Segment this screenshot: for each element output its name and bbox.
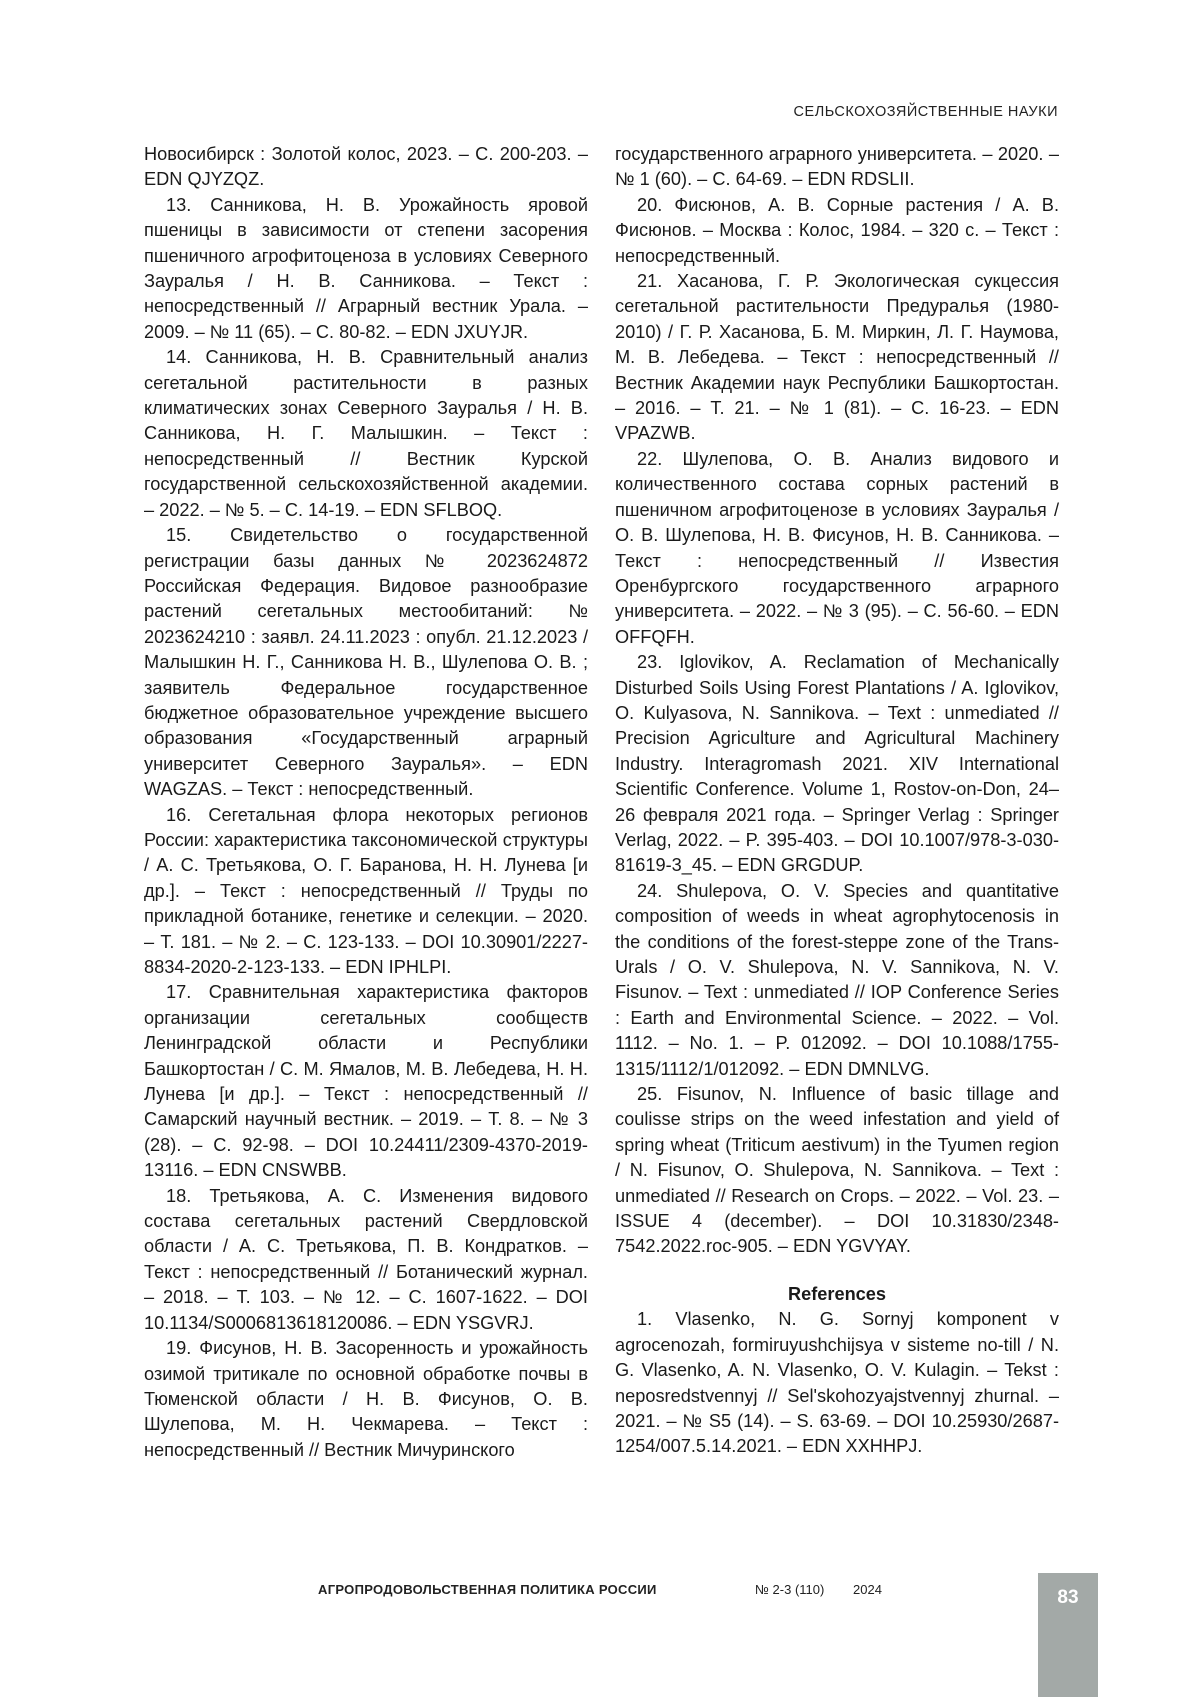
running-head-section: СЕЛЬСКОХОЗЯЙСТВЕННЫЕ НАУКИ <box>793 104 1058 120</box>
page-number: 83 <box>1057 1587 1079 1608</box>
reference-item: 22. Шулепова, О. В. Анализ видового и количественного состава сорных растений в пшеничном агрофитоценозе в условиях Зауралья / О. В. Шулепова, Н. В. Фисунов, Н. В. Санникова. – Текст : непосредственный // Известия Оренбургского государственного аграрного университета. – 2022. – № 3 (95). – С. 56-60. – EDN OFFQFH. <box>615 448 1059 647</box>
reference-item: 1. Vlasenko, N. G. Sornyj komponent v agrocenozah, formiruyushchijsya v sisteme no-till / N. G. Vlasenko, A. N. Vlasenko, O. V. Kulagin. – Tekst : neposredstvennyj // Sel'skohozyajstvennyj zhurnal. – 2021. – № S5 (14). – S. 63-69. – DOI 10.25930/2687-1254/007.5.14.2021. – EDN XXHHPJ. <box>615 1309 1059 1457</box>
reference-item: 21. Хасанова, Г. Р. Экологическая сукцессия сегетальной растительности Предуралья (1980-2010) / Г. Р. Хасанова, Б. М. Миркин, Л. Г. Наумова, М. В. Лебедева. – Текст : непосредственный // Вестник Академии наук Республики Башкортостан. – 2016. – Т. 21. – № 1 (81). – С. 16-23. – EDN VPAZWB. <box>615 271 1059 444</box>
right-column <box>615 142 1059 1460</box>
reference-item: 13. Санникова, Н. В. Урожайность яровой пшеницы в зависимости от степени засорения пшеничного агрофитоценоза в условиях Северного Зауралья / Н. В. Санникова. – Текст : непосредственный // Аграрный вестник Урала. – 2009. – № 11 (65). – С. 80-82. – EDN JXUYJR. <box>144 194 588 342</box>
references-heading: References <box>787 1283 887 1304</box>
issue-number: № 2-3 (110) <box>755 1582 825 1597</box>
reference-item: 15. Свидетельство о государственной регистрации базы данных № 2023624872 Российская Федерация. Видовое разнообразие растений сегетальных местообитаний: № 2023624210 : заявл. 24.11.2023 : опубл. 21.12.2023 / Малышкин Н. Г., Санникова Н. В., Шулепова О. В. ; заявитель Федеральное государственное бюджетное образовательное учреждение высшего образования «Государственный аграрный университет Северного Зауралья». – EDN WAGZAS. – Текст : непосредственный. <box>144 525 588 800</box>
reference-item: 25. Fisunov, N. Influence of basic tillage and coulisse strips on the weed infestation and yield of spring wheat (Triticum aestivum) in the Tyumen region / N. Fisunov, O. Shulepova, N. Sannikova. – Text : unmediated // Research on Crops. – 2022. – Vol. 23. – ISSUE 4 (december). – DOI 10.31830/2348-7542.2022.roc-905. – EDN YGVYAY. <box>615 1084 1059 1257</box>
journal-title: АГРОПРОДОВОЛЬСТВЕННАЯ ПОЛИТИКА РОССИИ <box>318 1582 657 1597</box>
reference-item: 24. Shulepova, O. V. Species and quantitative composition of weeds in wheat agrophytocenosis in the conditions of the forest-steppe zone of the Trans-Urals / O. V. Shulepova, N. V. Sannikova, N. V. Fisunov. – Text : unmediated // IOP Conference Series : Earth and Environmental Science. – 2022. – Vol. 1112. – No. 1. – P. 012092. – DOI 10.1088/1755-1315/1112/1/012092. – EDN DMNLVG. <box>615 880 1059 1079</box>
reference-item: 18. Третьякова, А. С. Изменения видового состава сегетальных растений Свердловской области / А. С. Третьякова, П. В. Кондратков. – Текст : непосредственный // Ботанический журнал. – 2018. – Т. 103. – № 12. – С. 1607-1622. – DOI 10.1134/S0006813618120086. – EDN YSGVRJ. <box>144 1185 588 1333</box>
page-number-tab <box>1038 1573 1098 1697</box>
reference-continuation: Новосибирск : Золотой колос, 2023. – С. 200-203. – EDN QJYZQZ. <box>144 144 588 190</box>
reference-item: 20. Фисюнов, А. В. Сорные растения / А. В. Фисюнов. – Москва : Колос, 1984. – 320 с. – Текст : непосредственный. <box>615 194 1059 266</box>
reference-item: 23. Iglovikov, A. Reclamation of Mechanically Disturbed Soils Using Forest Plantations / A. Iglovikov, O. Kulyasova, N. Sannikova. – Text : unmediated // Precision Agriculture and Agricultural Machinery Industry. Interagromash 2021. XIV International Scientific Conference. Volume 1, Rostov-on-Don, 24–26 февраля 2021 года. – Springer Verlag : Springer Verlag, 2022. – P. 395-403. – DOI 10.1007/978-3-030-81619-3_45. – EDN GRGDUP. <box>615 652 1059 876</box>
reference-item: 14. Санникова, Н. В. Сравнительный анализ сегетальной растительности в разных климатических зонах Северного Зауралья / Н. В. Санникова, Н. Г. Малышкин. – Текст : непосредственный // Вестник Курской государственной сельскохозяйственной академии. – 2022. – № 5. – С. 14-19. – EDN SFLBOQ. <box>144 347 588 520</box>
reference-item: 17. Сравнительная характеристика факторов организации сегетальных сообществ Ленинградской области и Республики Башкортостан / С. М. Ямалов, М. В. Лебедева, Н. Н. Лунева [и др.]. – Текст : непосредственный // Самарский научный вестник. – 2019. – Т. 8. – № 3 (28). – С. 92-98. – DOI 10.24411/2309-4370-2019-13116. – EDN CNSWBB. <box>144 982 588 1181</box>
reference-item: 16. Сегетальная флора некоторых регионов России: характеристика таксономической структуры / А. С. Третьякова, О. Г. Баранова, Н. Н. Лунева [и др.]. – Текст : непосредственный // Труды по прикладной ботанике, генетике и селекции. – 2020. – Т. 181. – № 2. – С. 123-133. – DOI 10.30901/2227-8834-2020-2-123-133. – EDN IPHLPI. <box>144 804 588 977</box>
reference-continuation: государственного аграрного университета. – 2020. – № 1 (60). – С. 64-69. – EDN RDSLII. <box>615 144 1059 190</box>
issue-year: 2024 <box>853 1582 882 1597</box>
reference-item: 19. Фисунов, Н. В. Засоренность и урожайность озимой тритикале по основной обработке почвы в Тюменской области / Н. В. Фисунов, О. В. Шулепова, М. Н. Чекмарева. – Текст : непосредственный // Вестник Мичуринского <box>144 1338 588 1460</box>
left-column <box>144 142 588 1463</box>
